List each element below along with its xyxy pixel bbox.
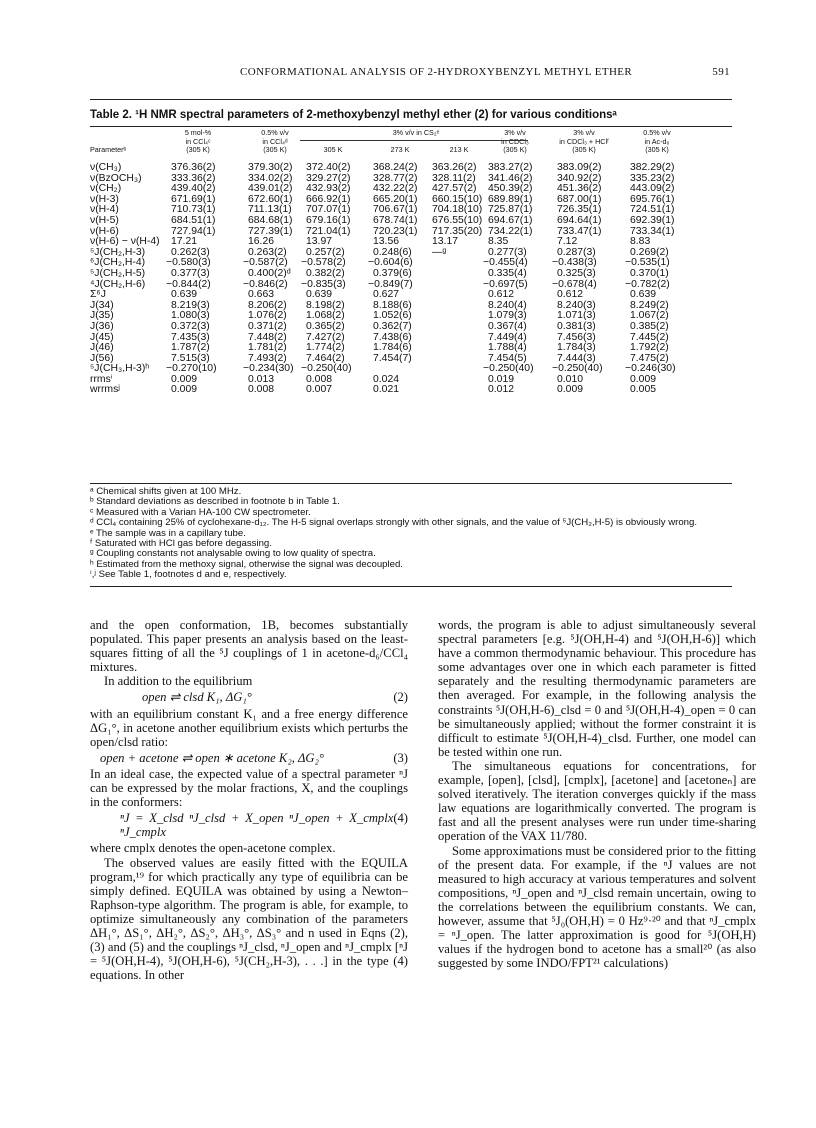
value-cell: 711.13(1) bbox=[248, 204, 292, 216]
value-cell: 7.515(3) bbox=[171, 352, 210, 364]
body-column-left bbox=[90, 618, 408, 982]
column-header: 213 K bbox=[449, 145, 469, 155]
value-cell: 0.367(4) bbox=[488, 320, 527, 332]
value-cell: −0.438(3) bbox=[552, 257, 597, 269]
value-cell: 7.445(2) bbox=[630, 331, 669, 343]
value-cell: −0.580(3) bbox=[166, 257, 211, 269]
equation-2 bbox=[90, 690, 408, 704]
value-cell: 7.448(2) bbox=[248, 331, 287, 343]
table-row bbox=[90, 322, 732, 333]
value-cell: 0.382(2) bbox=[306, 267, 345, 279]
value-cell: 8.240(4) bbox=[488, 299, 527, 311]
value-cell: 0.370(1) bbox=[630, 267, 669, 279]
value-cell: 721.04(1) bbox=[306, 225, 351, 237]
value-cell: 0.381(3) bbox=[557, 320, 596, 332]
value-cell: 0.019 bbox=[488, 373, 515, 385]
value-cell: 0.005 bbox=[630, 384, 657, 396]
paragraph: with an equilibrium constant K₁ and a free energy difference ΔG₁°, in acetone another equilibrium exists which perturbs the open/clsd ratio: bbox=[90, 706, 408, 749]
value-cell: 341.46(2) bbox=[488, 172, 533, 184]
footnote: ᵉ The sample was in a capillary tube. bbox=[90, 527, 246, 539]
value-cell: 8.240(3) bbox=[557, 299, 596, 311]
value-cell: −0.782(2) bbox=[625, 278, 670, 290]
column-header: 273 K bbox=[390, 145, 410, 155]
parameter-cell: Σ⁶J bbox=[90, 289, 106, 301]
value-cell: 7.454(5) bbox=[488, 352, 527, 364]
value-cell: 334.02(2) bbox=[248, 172, 293, 184]
value-cell: 16.26 bbox=[248, 236, 275, 248]
value-cell: 666.92(1) bbox=[306, 193, 351, 205]
value-cell: 7.449(4) bbox=[488, 331, 527, 343]
parameter-cell: J(46) bbox=[90, 342, 114, 354]
parameter-cell: ⁶J(CH₂,H-4) bbox=[90, 257, 146, 269]
footnote: ᶠ Saturated with HCl gas before degassing. bbox=[90, 538, 272, 550]
cs2-group-header: 3% v/v in CS₂ᵉ bbox=[392, 128, 440, 137]
value-cell: 0.287(3) bbox=[557, 246, 596, 258]
value-cell: 720.23(1) bbox=[373, 225, 418, 237]
parameter-cell: rrmsⁱ bbox=[90, 373, 113, 385]
value-cell: 727.39(1) bbox=[248, 225, 293, 237]
value-cell: 0.639 bbox=[306, 289, 333, 301]
equation-3 bbox=[90, 751, 408, 765]
value-cell: 0.008 bbox=[248, 384, 275, 396]
value-cell: 0.325(3) bbox=[557, 267, 596, 279]
value-cell: 1.067(2) bbox=[630, 310, 669, 322]
value-cell: 432.93(2) bbox=[306, 183, 351, 195]
value-cell: 1.792(2) bbox=[630, 342, 669, 354]
value-cell: 451.36(2) bbox=[557, 183, 602, 195]
parameter-cell: wrrmsʲ bbox=[90, 384, 120, 396]
value-cell: 1.784(6) bbox=[373, 342, 412, 354]
parameter-cell: ν(H-6) − ν(H-4) bbox=[90, 236, 160, 248]
cs2-span-rule bbox=[300, 140, 528, 141]
table-row bbox=[90, 216, 732, 227]
value-cell: −0.535(1) bbox=[625, 257, 670, 269]
value-cell: 0.612 bbox=[557, 289, 584, 301]
value-cell: 0.009 bbox=[171, 373, 198, 385]
value-cell: −0.849(7) bbox=[368, 278, 413, 290]
value-cell: 1.787(2) bbox=[171, 342, 210, 354]
value-cell: 328.77(2) bbox=[373, 172, 418, 184]
value-cell: −0.455(4) bbox=[483, 257, 528, 269]
value-cell: 0.012 bbox=[488, 384, 515, 396]
value-cell: 0.379(6) bbox=[373, 267, 412, 279]
column-header: in CDCl₃ bbox=[501, 136, 529, 146]
paragraph: and the open conformation, 1B, becomes substantially populated. This paper presents an analysis based on the least-squares fitting of all the ⁵J couplings of 1 in acetone-d₆/CCl₄ mixtures. bbox=[90, 618, 408, 675]
value-cell: 0.371(2) bbox=[248, 320, 287, 332]
value-cell: 329.27(2) bbox=[306, 172, 351, 184]
value-cell: 8.198(2) bbox=[306, 299, 345, 311]
value-cell: 335.23(2) bbox=[630, 172, 675, 184]
value-cell: 376.36(2) bbox=[171, 162, 216, 173]
value-cell: 340.92(2) bbox=[557, 172, 602, 184]
value-cell: 660.15(10) bbox=[432, 193, 483, 205]
value-cell: 0.663 bbox=[248, 289, 275, 301]
value-cell: 733.34(1) bbox=[630, 225, 675, 237]
value-cell: −0.234(30) bbox=[243, 363, 294, 375]
parameter-cell: J(45) bbox=[90, 331, 114, 343]
value-cell: 7.12 bbox=[557, 236, 578, 248]
body-column-right bbox=[438, 618, 756, 970]
value-cell: 0.639 bbox=[171, 289, 198, 301]
value-cell: 13.56 bbox=[373, 236, 400, 248]
parameter-cell: J(35) bbox=[90, 310, 114, 322]
column-header: 5 mol-% bbox=[184, 128, 212, 137]
value-cell: −0.578(2) bbox=[301, 257, 346, 269]
parameter-cell: ν(H-3) bbox=[90, 193, 119, 205]
value-cell: 0.009 bbox=[630, 373, 657, 385]
column-header: (305 K) bbox=[503, 145, 527, 155]
value-cell: 7.438(6) bbox=[373, 331, 412, 343]
value-cell: 439.01(2) bbox=[248, 183, 293, 195]
value-cell: 0.008 bbox=[306, 373, 333, 385]
parameter-cell: J(36) bbox=[90, 320, 114, 332]
value-cell: 0.248(6) bbox=[373, 246, 412, 258]
value-cell: −0.250(40) bbox=[301, 363, 352, 375]
paragraph: The simultaneous equations for concentrations, for example, [open], [clsd], [cmplx], [acetone] and [acetoneₙ] are solved iteratively. The iteration converges quickly if the mass law equations are logarithmically converted. The program is fast and all the present analyses were run under time-sharing operation of the VAX 11/780. bbox=[438, 758, 756, 844]
value-cell: 7.456(3) bbox=[557, 331, 596, 343]
column-header: 0.5% v/v bbox=[643, 128, 671, 137]
value-cell: 1.781(2) bbox=[248, 342, 287, 354]
value-cell: 328.11(2) bbox=[432, 172, 476, 184]
value-cell: 450.39(2) bbox=[488, 183, 533, 195]
value-cell: 665.20(1) bbox=[373, 193, 418, 205]
equation-text: open ⇌ clsd K₁, ΔG₁° bbox=[142, 690, 252, 705]
value-cell: 0.257(2) bbox=[306, 246, 345, 258]
value-cell: 671.69(1) bbox=[171, 193, 216, 205]
value-cell: 368.24(2) bbox=[373, 162, 418, 173]
parameter-cell: J(56) bbox=[90, 352, 114, 364]
value-cell: 684.68(1) bbox=[248, 214, 293, 226]
value-cell: 372.40(2) bbox=[306, 162, 351, 173]
value-cell: 0.269(2) bbox=[630, 246, 669, 258]
value-cell: 1.068(2) bbox=[306, 310, 345, 322]
value-cell: 7.493(2) bbox=[248, 352, 287, 364]
value-cell: 1.079(3) bbox=[488, 310, 527, 322]
value-cell: −0.835(3) bbox=[301, 278, 346, 290]
value-cell: 0.385(2) bbox=[630, 320, 669, 332]
footnotes-rule bbox=[90, 586, 732, 587]
table-row bbox=[90, 269, 732, 280]
value-cell: 1.076(2) bbox=[248, 310, 287, 322]
value-cell: 0.024 bbox=[373, 373, 400, 385]
value-cell: 687.00(1) bbox=[557, 193, 602, 205]
value-cell: 383.27(2) bbox=[488, 162, 533, 173]
value-cell: 1.071(3) bbox=[557, 310, 596, 322]
value-cell: 382.29(2) bbox=[630, 162, 675, 173]
equation-number: (2) bbox=[393, 690, 408, 705]
value-cell: 0.377(3) bbox=[171, 267, 210, 279]
value-cell: 8.83 bbox=[630, 236, 651, 248]
footnote: ᶜ Measured with a Varian HA-100 CW spectrometer. bbox=[90, 506, 311, 518]
value-cell: 0.021 bbox=[373, 384, 400, 396]
value-cell: 717.35(20) bbox=[432, 225, 483, 237]
value-cell: 726.35(1) bbox=[557, 204, 602, 216]
parameter-cell: ν(BzOCH₃) bbox=[90, 172, 142, 184]
column-header: (305 K) bbox=[645, 145, 669, 155]
parameter-cell: ν(H-5) bbox=[90, 214, 119, 226]
parameter-cell: ⁵J(CH₃,H-3)ʰ bbox=[90, 363, 150, 375]
value-cell: 0.365(2) bbox=[306, 320, 345, 332]
footnote: ⁱ,ʲ See Table 1, footnotes d and e, respectively. bbox=[90, 569, 287, 581]
value-cell: 8.206(2) bbox=[248, 299, 287, 311]
value-cell: −0.844(2) bbox=[166, 278, 211, 290]
paragraph: Some approximations must be considered prior to the fitting of the present data. For example, if the ⁿJ values are not measured to high accuracy at various temperatures and solvent compositions, ⁿJ_open and ⁿJ_clsd remain uncertain, owing to the correlations between the equilibrium constants. We can, however, assume that ⁵J₀(OH,H) = 0 Hz⁹·²⁰ and that ⁿJ_cmplx = ⁿJ_open. The latter approximation is good for ⁵J(OH,H) values if the hydrogen bond to acetone has a small²⁰ (as also suggested by some INDO/FPT²¹ calculations) bbox=[438, 843, 756, 971]
value-cell: 363.26(2) bbox=[432, 162, 477, 173]
value-cell: 1.774(2) bbox=[306, 342, 345, 354]
value-cell: 333.36(2) bbox=[171, 172, 216, 184]
value-cell: 439.40(2) bbox=[171, 183, 216, 195]
paragraph: where cmplx denotes the open-acetone complex. bbox=[90, 841, 336, 856]
value-cell: 7.444(3) bbox=[557, 352, 596, 364]
value-cell: 704.18(10) bbox=[432, 204, 483, 216]
footnote: ᵃ Chemical shifts given at 100 MHz. bbox=[90, 486, 242, 497]
value-cell: 1.052(6) bbox=[373, 310, 412, 322]
column-header: (305 K) bbox=[186, 145, 210, 155]
value-cell: 8.219(3) bbox=[171, 299, 210, 311]
value-cell: 0.612 bbox=[488, 289, 515, 301]
equation-4 bbox=[90, 811, 408, 839]
value-cell: 7.435(3) bbox=[171, 331, 210, 343]
value-cell: 0.263(2) bbox=[248, 246, 287, 258]
value-cell: 427.57(2) bbox=[432, 183, 477, 195]
value-cell: 694.67(1) bbox=[488, 214, 533, 226]
top-rule bbox=[90, 99, 732, 100]
value-cell: 7.454(7) bbox=[373, 352, 412, 364]
column-header: 3% v/v bbox=[573, 128, 595, 137]
value-cell: 0.277(3) bbox=[488, 246, 527, 258]
table-body bbox=[90, 163, 732, 396]
table-caption: Table 2. ¹H NMR spectral parameters of 2-methoxybenzyl methyl ether (2) for various conditionsᵃ bbox=[90, 109, 617, 121]
value-cell: 8.249(2) bbox=[630, 299, 669, 311]
paragraph: The observed values are easily fitted with the EQUILA program,¹⁹ for which practically any type of equilibria can be simply defined. EQUILA was obtained by using a Newton–Raphson-type algorithm. The program is able, for example, to optimize simultaneously any combination of the parameters ΔH₁°, ΔS₁°, ΔH₂°, ΔS₂°, ΔH₃°, ΔS₃° and n used in Eqns (2), (3) and (5) and the couplings ⁿJ_clsd, ⁿJ_open and ⁿJ_cmplx [ⁿJ = ⁵J(OH,H-4), ⁵J(OH,H-6), ⁵J(CH₂,H-3), . . .] in the type (4) equations. In other bbox=[90, 855, 408, 983]
value-cell: 725.87(1) bbox=[488, 204, 533, 216]
equation-number: (3) bbox=[393, 750, 408, 765]
value-cell: 13.17 bbox=[432, 236, 459, 248]
value-cell: 7.475(2) bbox=[630, 352, 669, 364]
value-cell: 0.400(2)ᵈ bbox=[248, 267, 291, 279]
value-cell: 13.97 bbox=[306, 236, 333, 248]
page-number: 591 bbox=[712, 66, 730, 78]
equation-number: (4) bbox=[393, 811, 408, 826]
value-cell: 672.60(1) bbox=[248, 193, 293, 205]
footnote: ᵈ CCl₄ containing 25% of cyclohexane-d₁₂. The H-5 signal overlaps strongly with other signals, and the value of ⁵J(CH₂,H-5) is obviously wrong. bbox=[90, 517, 697, 529]
value-cell: 17.21 bbox=[171, 236, 198, 248]
value-cell: 0.362(7) bbox=[373, 320, 412, 332]
parameter-cell: ⁵J(CH₂,H-5) bbox=[90, 267, 146, 279]
value-cell: 0.372(3) bbox=[171, 320, 210, 332]
value-cell: 7.427(2) bbox=[306, 331, 345, 343]
table-footnotes bbox=[90, 487, 732, 581]
equation-text: ⁿJ = X_clsd ⁿJ_clsd + X_open ⁿJ_open + X_cmplx ⁿJ_cmplx bbox=[120, 811, 394, 840]
value-cell: −0.678(4) bbox=[552, 278, 597, 290]
parameter-header: Parameterᵇ bbox=[90, 145, 127, 155]
value-cell: −0.250(40) bbox=[552, 363, 603, 375]
value-cell: —ᵍ bbox=[432, 246, 447, 258]
value-cell: 684.51(1) bbox=[171, 214, 216, 226]
column-header: in CCl₄ᵈ bbox=[262, 136, 288, 146]
value-cell: −0.587(2) bbox=[243, 257, 288, 269]
footnote: ᵍ Coupling constants not analysable owing to low quality of spectra. bbox=[90, 548, 376, 560]
value-cell: 0.009 bbox=[557, 384, 584, 396]
parameter-cell: ν(H-6) bbox=[90, 225, 119, 237]
value-cell: −0.604(6) bbox=[368, 257, 413, 269]
value-cell: 0.639 bbox=[630, 289, 657, 301]
column-header: in CDCl₃ + HClᶠ bbox=[559, 136, 609, 146]
column-header: 3% v/v bbox=[504, 128, 526, 137]
value-cell: 0.007 bbox=[306, 384, 333, 396]
value-cell: 0.009 bbox=[171, 384, 198, 396]
column-header: (305 K) bbox=[263, 145, 287, 155]
value-cell: 695.76(1) bbox=[630, 193, 675, 205]
value-cell: 734.22(1) bbox=[488, 225, 533, 237]
parameter-cell: J(34) bbox=[90, 299, 114, 311]
parameter-cell: ν(H-4) bbox=[90, 204, 119, 216]
value-cell: 689.89(1) bbox=[488, 193, 533, 205]
value-cell: 0.013 bbox=[248, 373, 275, 385]
equation-text: open + acetone ⇌ open ∗ acetone K₂, ΔG₂° bbox=[100, 750, 324, 765]
table-row bbox=[90, 385, 732, 396]
value-cell: 379.30(2) bbox=[248, 162, 293, 173]
parameter-cell: ⁵J(CH₂,H-3) bbox=[90, 246, 146, 258]
running-head-title: CONFORMATIONAL ANALYSIS OF 2-HYDROXYBENZYL METHYL ETHER bbox=[240, 66, 633, 78]
value-cell: 1.788(4) bbox=[488, 342, 527, 354]
parameter-cell: ⁴J(CH₂,H-6) bbox=[90, 278, 146, 290]
paragraph: In an ideal case, the expected value of a spectral parameter ⁿJ can be expressed by the molar fractions, X, and the couplings in the conformers: bbox=[90, 766, 408, 810]
value-cell: −0.846(2) bbox=[243, 278, 288, 290]
value-cell: 8.188(6) bbox=[373, 299, 412, 311]
value-cell: 0.010 bbox=[557, 373, 584, 385]
value-cell: 676.55(10) bbox=[432, 214, 483, 226]
value-cell: 383.09(2) bbox=[557, 162, 602, 173]
value-cell: 7.464(2) bbox=[306, 352, 345, 364]
column-header: in CCl₄ᶜ bbox=[185, 136, 211, 146]
column-header: 0.5% v/v bbox=[261, 128, 289, 137]
value-cell: 733.47(1) bbox=[557, 225, 602, 237]
parameter-cell: ν(CH₂) bbox=[90, 183, 122, 195]
table-header bbox=[90, 129, 732, 163]
value-cell: 1.784(3) bbox=[557, 342, 596, 354]
paragraph: In addition to the equilibrium bbox=[104, 674, 253, 689]
value-cell: −0.270(10) bbox=[166, 363, 217, 375]
column-header: 305 K bbox=[323, 145, 343, 155]
caption-rule bbox=[90, 126, 732, 127]
column-header: in Ac-d₆ bbox=[644, 136, 670, 146]
value-cell: 694.64(1) bbox=[557, 214, 602, 226]
footnote: ʰ Estimated from the methoxy signal, otherwise the signal was decoupled. bbox=[90, 558, 403, 570]
value-cell: −0.250(40) bbox=[483, 363, 534, 375]
table-row bbox=[90, 163, 732, 174]
value-cell: 692.39(1) bbox=[630, 214, 675, 226]
value-cell: 678.74(1) bbox=[373, 214, 418, 226]
paragraph: words, the program is able to adjust simultaneously several spectral parameters [e.g. ⁵J(OH,H-4) and ⁵J(OH,H-6)] which have a common thermodynamic behaviour. This procedure has some advantages over one in which each parameter is fitted separately and the resulting thermodynamic parameters are then averaged. For example, in the following analysis the constraints ⁵J(OH,H-6)_clsd = 0 and ⁵J(OH,H-4)_open = 0 can be simultaneously applied; without the former constraint it is difficult to estimate ⁵J(OH,H-4)_clsd. Further, one model can be tested within one run. bbox=[438, 618, 756, 759]
footnote: ᵇ Standard deviations as described in footnote b in Table 1. bbox=[90, 496, 340, 508]
value-cell: 727.94(1) bbox=[171, 225, 216, 237]
value-cell: 443.09(2) bbox=[630, 183, 675, 195]
value-cell: 1.080(3) bbox=[171, 310, 210, 322]
value-cell: 679.16(1) bbox=[306, 214, 351, 226]
value-cell: 0.262(3) bbox=[171, 246, 210, 258]
table-bottom-rule bbox=[90, 483, 732, 484]
column-header: (305 K) bbox=[572, 145, 596, 155]
value-cell: 707.07(1) bbox=[306, 204, 351, 216]
value-cell: 710.73(1) bbox=[171, 204, 216, 216]
value-cell: 0.335(4) bbox=[488, 267, 527, 279]
value-cell: 0.627 bbox=[373, 289, 400, 301]
value-cell: −0.697(5) bbox=[483, 278, 528, 290]
value-cell: 432.22(2) bbox=[373, 183, 418, 195]
parameter-cell: ν(CH₃) bbox=[90, 162, 122, 173]
value-cell: 724.51(1) bbox=[630, 204, 675, 216]
value-cell: 8.35 bbox=[488, 236, 509, 248]
value-cell: 706.67(1) bbox=[373, 204, 418, 216]
value-cell: −0.246(30) bbox=[625, 363, 676, 375]
